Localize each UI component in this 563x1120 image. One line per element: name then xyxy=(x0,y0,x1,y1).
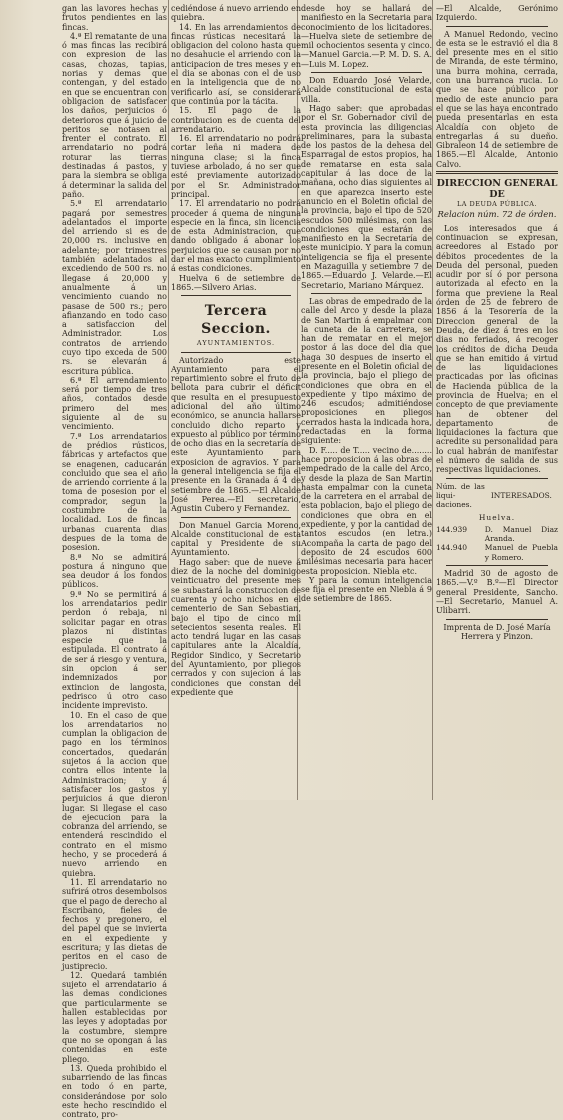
column-rule xyxy=(168,0,169,800)
paragraph: 17. El arrendatario no podrá proceder á quema de ninguna especie en la finca, sin licencia de esta Administracion, que dando obligado á abonar los perjuicios que se causan por no dar el mas exacto cumplimiento á estas condiciones. xyxy=(171,199,301,274)
paragraph: Las obras de empedrado de la calle del Arco y desde la plaza de San Martin á empalmar con la cuneta de la carretera, se han de rematar en el mejor postor á las doce del dia que haga 30 despues de inserto el presente en el Boletin oficial de la provincia, bajo el pliego de condiciones que obra en el expediente y tipo máximo de 246 escudos; admitiéndose proposiciones en pliegos cerrados hasta la indicada hora, redactadas en la forma siguiente: xyxy=(301,296,432,446)
paragraph: Hago saber: que aprobadas por el Sr. Gobernador civil de esta provincia las diligencias preliminares, para la subasta de los pastos de la dehesa del Esparragal de estos propios, ha de rematarse en esta sala capitular á las doce de la mañana, ocho dias siguientes al en que aparezca inserto este anuncio en el Boletin oficial de la provincia, bajo el tipo de 520 escudos 500 milésimas, con las condiciones que estarán de manifiesto en la Secretaría de este municipio. Y para la comun inteligencia se fija el presente en Mazaguilla y setiembre 7 de 1865.—Eduardo J. Velarde.—El Secretario, Mariano Márquez. xyxy=(301,103,432,290)
paragraph: Don Eduardo José Velarde, Alcalde constitucional de esta villa. xyxy=(301,76,432,104)
creditors-table xyxy=(436,482,558,562)
section-subtitle: AYUNTAMIENTOS. xyxy=(196,339,276,348)
table-row xyxy=(436,543,558,562)
divider xyxy=(181,352,291,353)
paragraph: 14. En las arrendamientos de fincas rústicas necesitará la obligacion del colono hasta que no desahucie el arriendo con la anticipacion de tres meses y en el dia se abonas con el de uso en la inteligencia que de no verificarlo así, se considerará que continúa por la tácita. xyxy=(171,22,301,106)
paragraph: desde hoy se hallará de manifiesto en la Secretaria para conocimiento de los licitadores.—Huelva siete de setiembre de mil ochocientos sesenta y cinco.—Manuel Garcia.—P. M. D. S. A.—Luis M. Lopez. xyxy=(301,4,432,69)
table-cell: D. Manuel Diaz Aranda. xyxy=(484,524,558,544)
paragraph: 13. Queda prohibido el subarriendo de las fincas en todo ó en parte, considerándose por solo este hecho rescindido el contrato, pro- xyxy=(62,1063,167,1120)
paragraph: 15. El pago de la contribucion es de cuenta del arrendatario. xyxy=(171,106,301,134)
paragraph: 12. Quedará también sujeto el arrendatario á las demas condiciones que particularmente se hallen establecidas por las leyes y adoptadas por la costumbre, siempre que no se opongan á las contenidas en este pliego. xyxy=(62,970,167,1064)
printer-imprint: Imprenta de D. José María Herrera y Pinzon. xyxy=(443,622,551,641)
column-1 xyxy=(62,4,167,1120)
paragraph: 7.ª Los arrendatarios de prédios rústicos, fábricas y artefactos que se enagenen, caducarán concluido que sea el año de arriendo corriente á la toma de posesion por el comprador, segun la costumbre de la localidad. Los de fincas urbanas cuarenta dias despues de la toma de posesion. xyxy=(62,431,167,553)
section-subtitle: LA DEUDA PÚBLICA. xyxy=(456,200,538,209)
paragraph: Y para la comun inteligencia se fija el presente en Niebla á 9 de setiembre de 1865. xyxy=(301,575,432,604)
paragraph: gan las lavores hechas y frutos pendientes en las fincas. xyxy=(62,4,167,32)
table-header-row xyxy=(436,482,558,510)
table-cell: 144.939 xyxy=(436,524,468,534)
paragraph: 8.ª No se admitirá postura á ninguno que sea deudor á los fondos públicos. xyxy=(62,552,167,590)
divider xyxy=(446,26,548,27)
column-4 xyxy=(436,4,558,641)
divider xyxy=(311,72,422,73)
divider xyxy=(446,565,548,566)
signature-line: —El Alcalde, Gerónimo Izquierdo. xyxy=(436,4,558,23)
paragraph: 6.ª El arrendamiento será por tiempo de tres años, contados desde primero del mes siguiente al de su vencimiento. xyxy=(62,375,167,432)
table-row xyxy=(436,525,558,544)
divider xyxy=(181,295,291,296)
divider xyxy=(181,517,291,518)
table-row xyxy=(436,510,558,525)
paragraph: Autorizado este Ayuntamiento para el repartimiento sobre el fruto de bellota para cubrir el déficit que resulta en el presupuesto adicional del año último económico, se anuncia hallarse concluido dicho reparto y expuesto al público por término de ocho dias en la secretaría de este Ayuntamiento para exposicion de agravios. Y para la general inteligencia se fija el presente en la Granada á 4 de setiembre de 1865.—El Alcalde José Perea.—El secretario, Agustin Cubero y Fernandez. xyxy=(171,355,301,514)
column-rule xyxy=(432,0,433,800)
double-divider xyxy=(436,171,558,174)
paragraph: 9.ª No se permitirá á los arrendatarios pedir perdon ó rebaja, ni solicitar pagar en otras plazos ni distintas especie que la estipulada. El contrato á de ser á riesgo y ventura, sin opcion á ser indemnizados por extincion de langosta, pedrisco ú otro caso incidente imprevisto. xyxy=(62,589,167,711)
paragraph: Hago saber: que de nueve á diez de la noche del dominigo veinticuatro del presente mes se subastará la construccion de cuarenta y ocho nichos en el cementerio de San Sebastian, bajo el tipo de cinco mil setecientos sesenta reales. El acto tendrá lugar en las casas capitulares ante la Alcaldía, Regidor Sindico, y Secretario del Ayuntamiento, por pliegos cerrados y con sujecion á las condiciones que constan del expediente que xyxy=(171,557,301,697)
paragraph: 4.ª El rematante de una ó mas fincas las recibirá con expresion de las casas, chozas, tapias, norias y demas que contengan, y del estado en que se encuentran con obligacion de satisfacer los daños, perjuicios ó deterioros que á juicio de peritos se notasen al frenter el contrato. El arrendatario no podrá roturar las tierras destinadas á pastos, y para la siembra se obliga á determinar la salida del paño. xyxy=(62,31,167,199)
table-cell: Manuel de Puebla y Romero. xyxy=(484,543,558,562)
paragraph: Los interesados que á continuacion se expresan, acreedores al Estado por débitos procedentes de la Deuda del personal, pueden acudir por sí ó por persona autorizada al efecto en la forma que previene la Real órden de 25 de febrero de 1856 á la Tesorería de la Direccion general de la Deuda, de diez á tres en los dias no feriados, á recoger los créditos de dicha Deuda que se han emitido á virtud de las liquidaciones practicadas por las oficinas de Hacienda pública de la provincia de Huelva; en el concepto de que previamente han de obtener del departamento de liquidaciones la factura que acredite su personalidad para lo cual habrán de manifestar el número de salida de sus respectivas liquidaciones. xyxy=(436,223,558,475)
paragraph: cediéndose á nuevo arriendo en quiebra. xyxy=(171,4,301,23)
paragraph: 10. En el caso de que los arrendatarios no cumplan la obligacion de pago en los términos concertados, quedarán sujetos á la accion que contra ellos intente la Administracion; y á satisfacer los gastos y perjuicios á que dieron lugar. Si llegase el caso de ejecucion para la cobranza del arriendo, se entenderá rescindido el contrato en el mismo hecho, y se procederá á nuevo arriendo en quiebra. xyxy=(62,710,167,878)
table-cell: 144.940 xyxy=(436,543,468,553)
signature-line: Huelva 6 de setiembre de 1865.—Silvero Arias. xyxy=(171,273,301,292)
divider xyxy=(446,478,548,479)
paragraph: Don Manuel Garcia Moreno, Alcalde constitucional de esta capital y Presidente de su Ayuntamiento. xyxy=(171,520,301,558)
paragraph: 16. El arrendatario no podrá cortar leña ni madera de ninguna clase; si la finca tuviese arbolado, á no ser que esté previamente autorizado por el Sr. Administrador principal. xyxy=(171,134,301,199)
divider xyxy=(311,293,422,294)
section-title: DIRECCION GENERAL DE xyxy=(436,178,558,201)
table-header: Núm. de las liqui-daciones. xyxy=(436,481,485,510)
paragraph: 11. El arrendatario no sufrirá otros desembolsos que el pago de derecho al Escribano, fieles de fechos y pregonero, el del papel que se invierta en el expediente y escritura; y las dietas de peritos en el caso de justiprecio. xyxy=(62,877,167,971)
column-2 xyxy=(171,4,301,697)
table-place: Huelva. xyxy=(478,512,516,522)
divider xyxy=(446,619,548,620)
relation-number: Relacion núm. 72 de órden. xyxy=(437,210,557,221)
paragraph: Madrid 30 de agosto de 1865.—V.º B.º—El Director general Presidente, Sancho.—El Secretario, Manuel A. Ulibarri. xyxy=(436,569,558,616)
section-title: Tercera Seccion. xyxy=(201,303,271,338)
paragraph: 5.ª El arrendatario pagará por semestres adelantados el importe del arriendo si es de 20,000 rs. inclusive en adelante; por trimestres también adelantados al excediendo de 500 rs. no llegase á 20,000 y anualmente á un vencimiento cuando no pasase de 500 rs.; pero afianzando en todo caso a satisfaccion del Administrador. Los contratos de arriendo cuyo tipo exceda de 500 rs. se elevarán á escritura pública. xyxy=(62,199,167,376)
paragraph: D. F..... de T..... vecino de........ hace proposicion á las obras de empedrado de la calle del Arco, y desde la plaza de San Martin hasta empalmar con la cuneta de la carretera en el arrabal de esta poblacion, bajo el pliego de condiciones que obra en el expediente, y por la cantidad de tantos escudos (en letra.) Acompaña la carta de pago del deposito de 24 escudos 600 milésimas necesaria para hacer esta proposicion. Niebla etc. xyxy=(301,445,432,576)
paragraph: A Manuel Redondo, vecino de esta se le estravió el dia 8 del presente mes en el sitio de Miranda, de este término, una burra mohina, cerrada, con una burranca rucia. Lo que se hace público por medio de este anuncio para el que se las haya encontrado pueda presentarlas en esta Alcaldía con objeto de entregarlas á su dueño. Gibraleon 14 de setiembre de 1865.—El Alcalde, Antonio Calvo. xyxy=(436,29,558,169)
table-header: INTERESADOS. xyxy=(490,490,552,500)
column-3 xyxy=(301,4,432,604)
